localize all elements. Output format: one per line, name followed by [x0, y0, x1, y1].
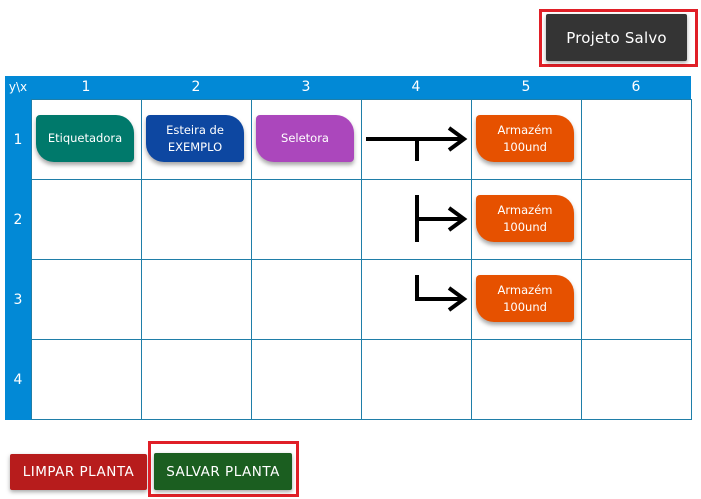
column-label-1: 1 [81, 79, 91, 95]
grid-cell[interactable] [251, 179, 361, 259]
row-label-4: 4 [13, 372, 23, 388]
machine-seletora[interactable]: Seletora [256, 115, 354, 162]
grid-cell[interactable] [141, 179, 251, 259]
grid-column-header [5, 76, 691, 99]
grid-corner-label: y\x [8, 80, 28, 94]
column-label-5: 5 [521, 79, 531, 95]
column-label-3: 3 [301, 79, 311, 95]
grid-cell[interactable] [361, 339, 471, 419]
conveyor-connectors [361, 99, 471, 339]
project-saved-button[interactable]: Projeto Salvo [546, 14, 687, 61]
grid-cell[interactable] [581, 99, 691, 179]
grid-cell[interactable] [31, 179, 141, 259]
split-arrow-icon [417, 195, 464, 242]
grid-cell[interactable] [251, 339, 361, 419]
grid-cells [31, 99, 692, 420]
clear-plant-button[interactable]: LIMPAR PLANTA [10, 454, 147, 490]
corner-arrow-icon [417, 275, 464, 310]
column-label-2: 2 [191, 79, 201, 95]
machine-armazem-row3[interactable]: Armazém 100und [476, 275, 574, 322]
row-label-2: 2 [13, 212, 23, 228]
machine-armazem-row1[interactable]: Armazém 100und [476, 115, 574, 162]
grid-cell[interactable] [141, 339, 251, 419]
machine-etiquetadora[interactable]: Etiquetadora [36, 115, 134, 162]
column-label-6: 6 [631, 79, 641, 95]
grid-cell[interactable] [251, 259, 361, 339]
grid-cell[interactable] [31, 339, 141, 419]
save-plant-button[interactable]: SALVAR PLANTA [154, 453, 292, 490]
plant-grid [5, 76, 692, 420]
grid-cell[interactable] [31, 259, 141, 339]
row-label-1: 1 [13, 132, 23, 148]
grid-cell[interactable] [471, 339, 581, 419]
grid-cell[interactable] [581, 179, 691, 259]
row-label-3: 3 [13, 292, 23, 308]
grid-cell[interactable] [141, 259, 251, 339]
machine-esteira[interactable]: Esteira de EXEMPLO [146, 115, 244, 162]
grid-cell[interactable] [581, 339, 691, 419]
grid-cell[interactable] [581, 259, 691, 339]
machine-armazem-row2[interactable]: Armazém 100und [476, 195, 574, 242]
grid-row-header [5, 99, 31, 420]
column-label-4: 4 [411, 79, 421, 95]
